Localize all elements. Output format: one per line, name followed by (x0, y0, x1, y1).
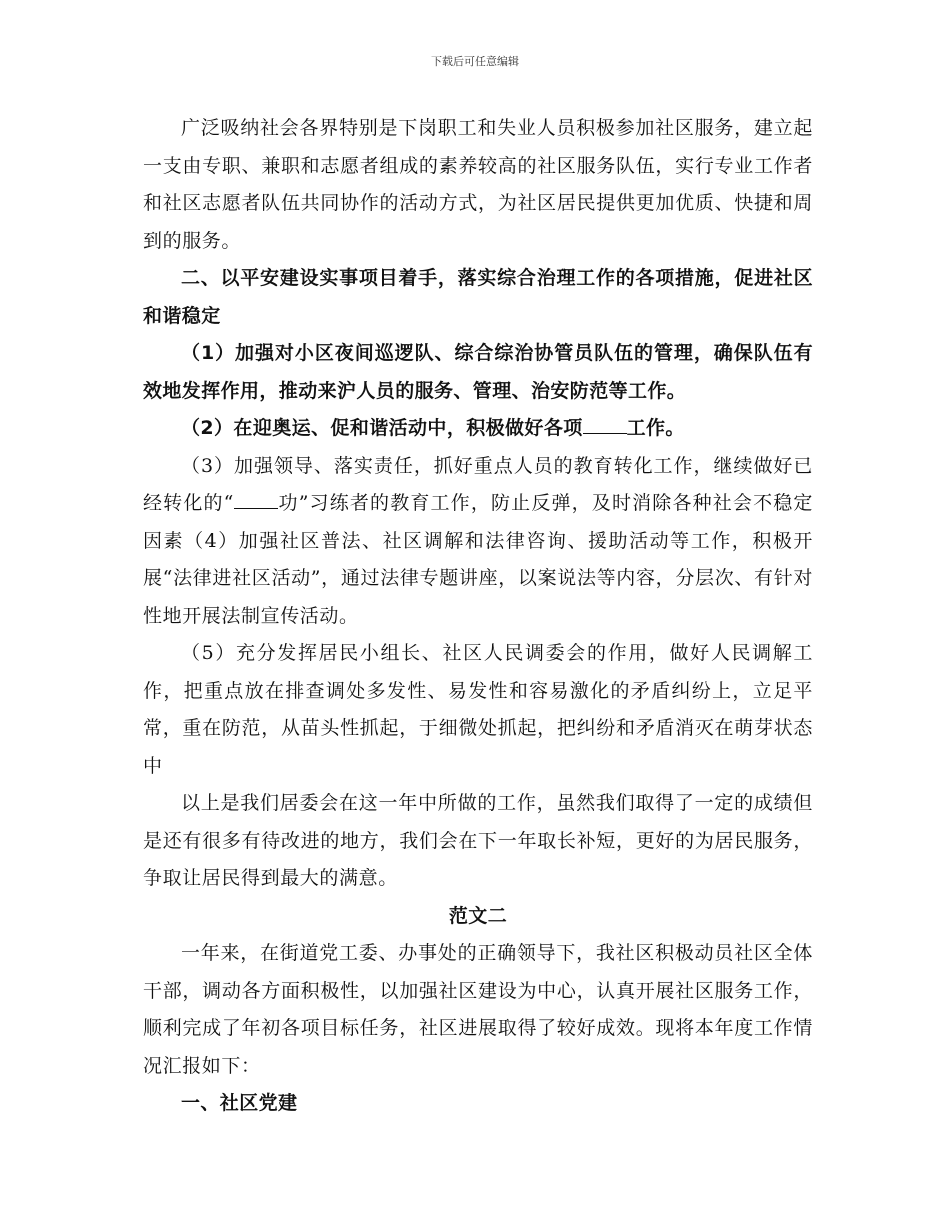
item-key-personnel-text-a: （3）加强领导、落实责任，抓好重点人员的教育转化工作，继续做好已经转化的“ (143, 454, 813, 514)
item-olympics (143, 410, 813, 448)
title-sample-two: 范文二 (448, 904, 508, 927)
item-olympics-text-a: （2）在迎奥运、促和谐活动中，积极做好各项 (181, 417, 583, 439)
item-night-patrol: （1）加强对小区夜间巡逻队、综合综治协管员队伍的管理，确保队伍有效地发挥作用，推动来沪人员的服务、管理、治安防范等工作。 (143, 342, 813, 402)
page-header: 下载后可任意编辑 (431, 55, 519, 68)
item-key-personnel (143, 448, 813, 636)
paragraph-intro-two: 一年来，在街道党工委、办事处的正确领导下，我社区积极动员社区全体干部，调动各方面积极性，以加强社区建设为中心，认真开展社区服务工作，顺利完成了年初各项目标任务，社区进展取得了较好成效。现将本年度工作情况汇报如下： (143, 942, 813, 1077)
item-olympics-text-b: 工作。 (626, 417, 685, 439)
blank-underline (234, 490, 278, 509)
heading-safety-construction: 二、以平安建设实事项目着手，落实综合治理工作的各项措施，促进社区和谐稳定 (143, 267, 813, 327)
heading-community-party: 一、社区党建 (181, 1092, 298, 1114)
paragraph-service-team: 广泛吸纳社会各界特别是下岗职工和失业人员积极参加社区服务，建立起一支由专职、兼职和志愿者组成的素养较高的社区服务队伍，实行专业工作者和社区志愿者队伍共同协作的活动方式，为社区居民提供更加优质、快捷和周到的服务。 (143, 117, 813, 252)
item-key-personnel-text-b: 功”习练者的教育工作，防止反弹，及时消除各种社会不稳定因素（4）加强社区普法、社区调解和法律咨询、援助活动等工作，积极开展“法律进社区活动”，通过法律专题讲座，以案说法等内容，分层次、有针对性地开展法制宣传活动。 (143, 492, 814, 627)
item-mediation: （5）充分发挥居民小组长、社区人民调委会的作用，做好人民调解工作，把重点放在排查调处多发性、易发性和容易激化的矛盾纠纷上，立足平常，重在防范，从苗头性抓起，于细微处抓起，把纠纷和矛盾消灭在萌芽状态中 (143, 642, 813, 777)
blank-underline (583, 415, 627, 434)
paragraph-closing: 以上是我们居委会在这一年中所做的工作，虽然我们取得了一定的成绩但是还有很多有待改进的地方，我们会在下一年取长补短，更好的为居民服务，争取让居民得到最大的满意。 (143, 792, 813, 889)
document-body (143, 110, 813, 1123)
